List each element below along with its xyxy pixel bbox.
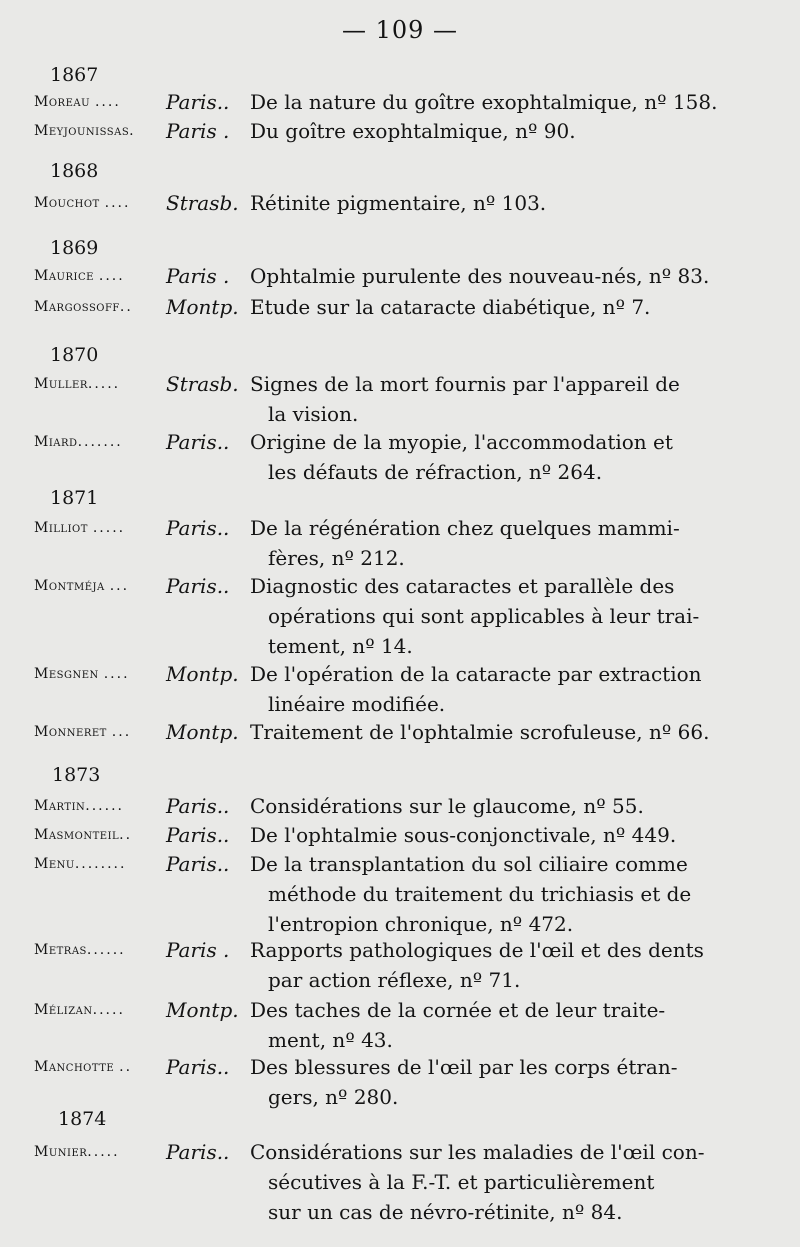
year-heading: 1873 (52, 764, 101, 786)
title-line: méthode du traitement du trichiasis et de (268, 882, 692, 906)
title-line: les défauts de réfraction, nº 264. (268, 460, 603, 484)
title-line: sur un cas de névro-rétinite, nº 84. (268, 1200, 623, 1224)
title-line: opérations qui sont applicables à leur trai- (268, 604, 700, 628)
title-line: De l'opération de la cataracte par extraction (250, 662, 702, 686)
title-line: De la régénération chez quelques mammi- (250, 516, 680, 540)
entry-city: Paris.. (166, 430, 230, 454)
title-line: De la transplantation du sol ciliaire comme (250, 852, 688, 876)
page-number: — 109 — (341, 16, 459, 44)
year-heading: 1869 (50, 237, 99, 259)
title-line: Etude sur la cataracte diabétique, nº 7. (250, 295, 651, 319)
entry-author: Mélizan..... (34, 1002, 125, 1018)
entry-title (250, 659, 702, 719)
title-line: Considérations sur les maladies de l'œil con- (250, 1140, 705, 1164)
entry-title (250, 87, 718, 117)
entry-title (250, 849, 692, 939)
entry-title (250, 513, 680, 573)
title-line: Des blessures de l'œil par les corps étran- (250, 1055, 678, 1079)
title-line: l'entropion chronique, nº 472. (268, 912, 574, 936)
entry-city: Paris.. (166, 823, 230, 847)
entry-author: Metras...... (34, 942, 126, 958)
entry-city: Paris . (166, 938, 230, 962)
title-line: Diagnostic des cataractes et parallèle des (250, 574, 675, 598)
title-line: sécutives à la F.-T. et particulièrement (268, 1170, 655, 1194)
title-line: Du goître exophtalmique, nº 90. (250, 119, 576, 143)
entry-title (250, 369, 680, 429)
entry-title (250, 116, 670, 146)
entry-title (250, 935, 704, 995)
entry-title (250, 571, 700, 661)
entry-author: Manchotte .. (34, 1059, 133, 1075)
title-line: De l'ophtalmie sous-conjonctivale, nº 449. (250, 823, 677, 847)
year-heading: 1868 (50, 160, 99, 182)
entry-city: Paris.. (166, 852, 230, 876)
title-line: Des taches de la cornée et de leur traite- (250, 998, 666, 1022)
entry-title (250, 261, 710, 291)
entry-city: Paris.. (166, 1140, 230, 1164)
entry-title (250, 791, 670, 821)
entry-title (250, 1137, 705, 1227)
title-line: Origine de la myopie, l'accommodation et (250, 430, 673, 454)
entry-author: Martin...... (34, 798, 124, 814)
entry-title (250, 995, 670, 1055)
entry-author: Mesgnen .... (34, 666, 130, 682)
year-heading: 1871 (50, 487, 99, 509)
entry-author: Munier..... (34, 1144, 120, 1160)
year-heading: 1874 (58, 1108, 107, 1130)
entry-city: Paris.. (166, 794, 230, 818)
entry-city: Paris . (166, 119, 230, 143)
title-line: la vision. (268, 402, 359, 426)
entry-title (250, 717, 710, 747)
entry-author: Monneret ... (34, 724, 132, 740)
entry-city: Paris . (166, 264, 230, 288)
title-line: ment, nº 43. (268, 1028, 393, 1052)
title-line: Rapports pathologiques de l'œil et des dents (250, 938, 704, 962)
title-line: tement, nº 14. (268, 634, 413, 658)
entry-author: Menu........ (34, 856, 127, 872)
entry-author: Maurice .... (34, 268, 125, 284)
year-heading: 1867 (50, 64, 99, 86)
entry-author: Masmonteil.. (34, 827, 133, 843)
entry-title (250, 1052, 678, 1112)
entry-title (250, 820, 677, 850)
entry-title (250, 188, 670, 218)
title-line: Considérations sur le glaucome, nº 55. (250, 794, 644, 818)
entry-city: Paris.. (166, 90, 230, 114)
entry-city: Montp. (166, 662, 239, 686)
title-line: Ophtalmie purulente des nouveau-nés, nº 83. (250, 264, 710, 288)
entry-title (250, 292, 670, 322)
entry-city: Montp. (166, 998, 239, 1022)
entry-author: Milliot ..... (34, 520, 126, 536)
entry-city: Montp. (166, 295, 239, 319)
entry-author: Meyjounissas. (34, 123, 135, 139)
entry-city: Paris.. (166, 516, 230, 540)
title-line: Signes de la mort fournis par l'appareil de (250, 372, 680, 396)
year-heading: 1870 (50, 344, 99, 366)
title-line: gers, nº 280. (268, 1085, 399, 1109)
title-line: par action réflexe, nº 71. (268, 968, 521, 992)
entry-city: Montp. (166, 720, 239, 744)
title-line: fères, nº 212. (268, 546, 405, 570)
title-line: linéaire modifiée. (268, 692, 446, 716)
entry-author: Muller..... (34, 376, 121, 392)
entry-city: Paris.. (166, 1055, 230, 1079)
entry-author: Miard....... (34, 434, 123, 450)
entry-author: Moreau .... (34, 94, 121, 110)
entry-author: Montméja ... (34, 578, 130, 594)
entry-title (250, 427, 673, 487)
entry-author: Mouchot .... (34, 195, 131, 211)
title-line: Traitement de l'ophtalmie scrofuleuse, nº 66. (250, 720, 710, 744)
entry-city: Paris.. (166, 574, 230, 598)
title-line: De la nature du goître exophtalmique, nº 158. (250, 90, 718, 114)
entry-city: Strasb. (166, 372, 239, 396)
title-line: Rétinite pigmentaire, nº 103. (250, 191, 547, 215)
entry-city: Strasb. (166, 191, 239, 215)
entry-author: Margossoff.. (34, 299, 133, 315)
